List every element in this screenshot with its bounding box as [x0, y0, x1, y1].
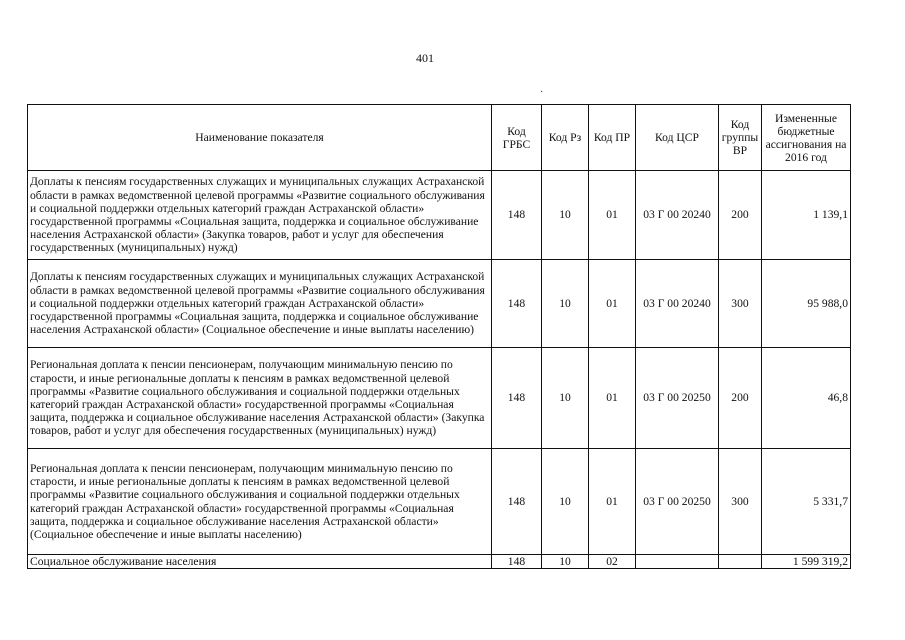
table-row — [28, 555, 851, 569]
row-grbs: 148 — [492, 171, 542, 260]
row-vr: 300 — [719, 260, 762, 348]
header-csr: Код ЦСР — [636, 105, 719, 171]
row-name: Региональная доплата к пенсии пенсионерам, получающим минимальную пенсию по старости, и иные региональные доплаты к пенсиям в рамках ведомственной целевой программы «Развитие социального обслуживания и социальной поддержки отдельных категорий граждан Астраханской области» государственной программы «Социальная защита, поддержка и социальное обслуживание населения Астраханской области» (Социальное обеспечение и иные выплаты населению) — [28, 449, 492, 555]
header-vr: Код группы ВР — [719, 105, 762, 171]
row-amount: 5 331,7 — [762, 449, 851, 555]
row-pr: 02 — [589, 555, 636, 569]
table-row — [28, 171, 851, 260]
row-vr: 200 — [719, 171, 762, 260]
header-grbs: Код ГРБС — [492, 105, 542, 171]
row-name: Доплаты к пенсиям государственных служащих и муниципальных служащих Астраханской области в рамках ведомственной целевой программы «Развитие социального обслуживания и социальной поддержки отдельных категорий граждан Астраханской области» государственной программы «Социальная защита, поддержка и социальное обслуживание населения Астраханской области» (Социальное обеспечение и иные выплаты населению) — [28, 260, 492, 348]
row-name: Региональная доплата к пенсии пенсионерам, получающим минимальную пенсию по старости, и иные региональные доплаты к пенсиям в рамках ведомственной целевой программы «Развитие социального обслуживания и социальной поддержки отдельных категорий граждан Астраханской области» государственной программы «Социальная защита, поддержка и социальное обслуживание населения Астраханской области» (Закупка товаров, работ и услуг для обеспечения государственных (муниципальных) нужд) — [28, 348, 492, 449]
row-grbs: 148 — [492, 555, 542, 569]
row-pr: 01 — [589, 260, 636, 348]
budget-allocation-table — [27, 104, 851, 569]
row-amount: 46,8 — [762, 348, 851, 449]
row-vr — [719, 555, 762, 569]
header-amount: Измененные бюджетные ассигнования на 2016 год — [762, 105, 851, 171]
row-amount: 95 988,0 — [762, 260, 851, 348]
row-rz: 10 — [542, 171, 589, 260]
row-rz: 10 — [542, 449, 589, 555]
table-row — [28, 449, 851, 555]
row-csr — [636, 555, 719, 569]
row-csr: 03 Г 00 20240 — [636, 171, 719, 260]
row-vr: 200 — [719, 348, 762, 449]
row-amount: 1 599 319,2 — [762, 555, 851, 569]
row-rz: 10 — [542, 348, 589, 449]
scan-speck: · — [540, 87, 544, 98]
page-number: 401 — [416, 51, 434, 65]
header-name: Наименование показателя — [28, 105, 492, 171]
row-pr: 01 — [589, 449, 636, 555]
table-header-row — [28, 105, 851, 171]
row-amount: 1 139,1 — [762, 171, 851, 260]
row-grbs: 148 — [492, 348, 542, 449]
row-csr: 03 Г 00 20240 — [636, 260, 719, 348]
row-pr: 01 — [589, 171, 636, 260]
row-name: Доплаты к пенсиям государственных служащих и муниципальных служащих Астраханской области в рамках ведомственной целевой программы «Развитие социального обслуживания и социальной поддержки отдельных категорий граждан Астраханской области» государственной программы «Социальная защита, поддержка и социальное обслуживание населения Астраханской области» (Закупка товаров, работ и услуг для обеспечения государственных (муниципальных) нужд) — [28, 171, 492, 260]
row-pr: 01 — [589, 348, 636, 449]
table-row — [28, 348, 851, 449]
table-row — [28, 260, 851, 348]
row-grbs: 148 — [492, 449, 542, 555]
header-rz: Код Рз — [542, 105, 589, 171]
row-vr: 300 — [719, 449, 762, 555]
row-name: Социальное обслуживание населения — [28, 555, 492, 569]
row-csr: 03 Г 00 20250 — [636, 348, 719, 449]
row-csr: 03 Г 00 20250 — [636, 449, 719, 555]
header-pr: Код ПР — [589, 105, 636, 171]
row-rz: 10 — [542, 260, 589, 348]
row-grbs: 148 — [492, 260, 542, 348]
row-rz: 10 — [542, 555, 589, 569]
